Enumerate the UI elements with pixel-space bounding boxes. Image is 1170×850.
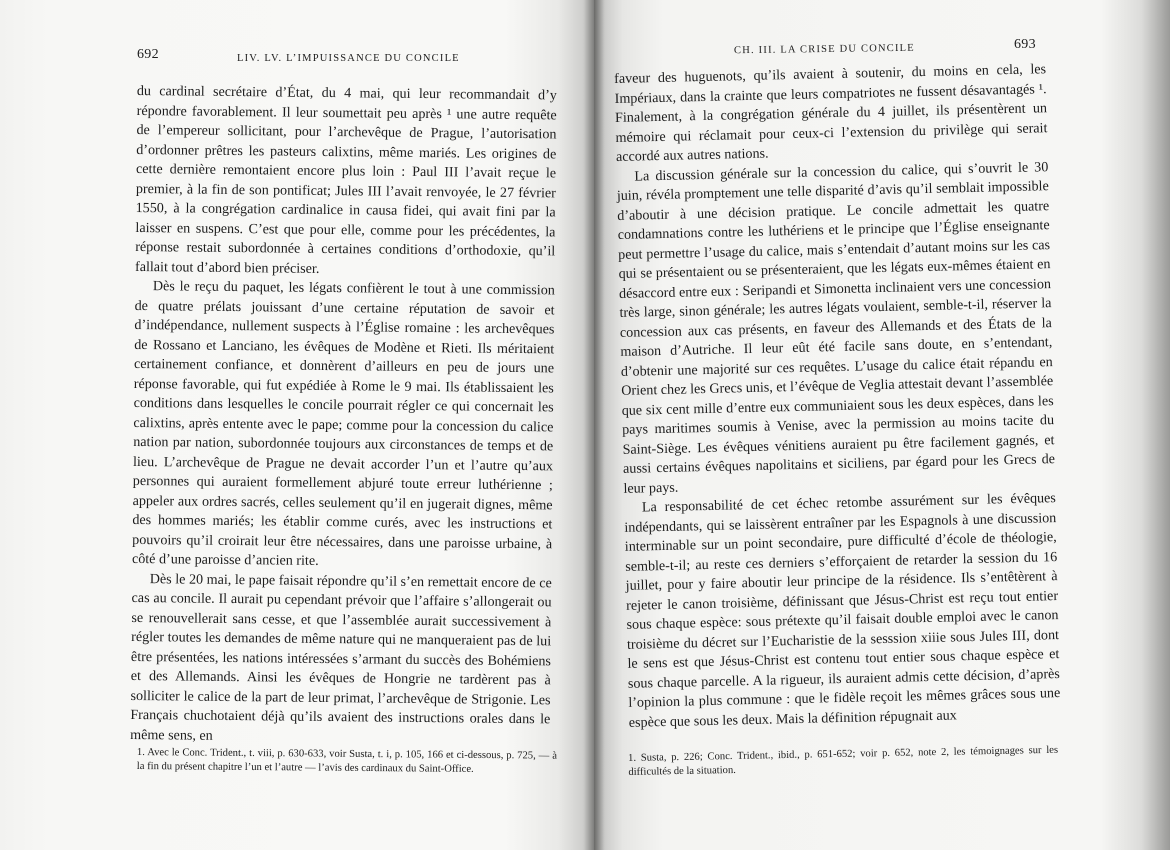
paragraph: faveur des huguenots, qu’ils avaient à soutenir, du moins en cela, les Impériaux, dans la crainte que leurs compatriotes ne fussent désavantagés ¹. Finalement, à la congrégation générale du 4 juillet, ils présentèrent un mémoire qui réclamait pour ceux-ci l’extension du privilège qui serait accordé aux autres nations. bbox=[614, 61, 1048, 165]
paragraph: du cardinal secrétaire d’État, du 4 mai, qui leur recommandait d’y répondre favorablement. Il leur soumettait peu après ¹ une autre requête de l’empereur sollicitant, pour l’archevêque de Prague, l’autorisation d’ordonner prêtres les pasteurs calixtins, même mariés. Les origines de cette dernière remontaient encore plus loin : Paul III l’avait reçue le premier, à la fin de son pontificat; Jules III l’avait renvoyée, le 27 février 1550, à la congrégation cardinalice in causa fidei, qui avait fini par la laisser en suspens. C’est que pour elle, comme pour les précédentes, la réponse restait subordonnée à certaines conditions d’orthodoxie, qu’il fallait tout d’abord bien préciser. bbox=[134, 82, 557, 277]
footnote: 1. Susta, p. 226; Conc. Trident., ibid., p. 651-652; voir p. 652, note 2, les témoignages sur les difficultés de la situation. bbox=[628, 744, 1059, 778]
page-number: 692 bbox=[137, 47, 159, 62]
running-head: CH. III. LA CRISE DU CONCILE bbox=[733, 42, 915, 57]
body-text bbox=[130, 82, 557, 749]
paragraph: Dès le reçu du paquet, les légats confièrent le tout à une commission de quatre prélats jouissant d’une certaine réputation de savoir et d’indépendance, nullement suspects à l’Église romaine : les archevêques de Rossano et Lanciano, les évêques de Modène et Rieti. Ils méritaient certainement confiance, et donnèrent d’ailleurs en peu de jours une réponse favorable, qui fut expédiée à Rome le 9 mai. Ils établissaient les conditions dans lesquelles le concile pourrait régler ce qui concernait les calixtins, après entente avec le pape; comme pour la concession du calice nation par nation, subordonnée toujours aux circonstances de temps et de lieu. L’archevêque de Prague ne devait accorder l’un et l’autre qu’aux personnes qui auraient formellement abjuré toute erreur luthérienne ; appeler aux ordres sacrés, celles seulement qu’il en jugerait dignes, même des hommes mariés; les établir comme curés, avec les instructions et pouvoirs qu’il croirait leur être nécessaires, dans une paroisse urbaine, à côté d’une paroisse d’ancien rite. bbox=[131, 278, 555, 569]
paragraph: La discussion générale sur la concession du calice, qui s’ouvrit le 30 juin, révéla promptement une telle disparité d’avis qu’il semblait impossible d’aboutir à une décision pratique. Le concile admettait les quatre condamnations contre les luthériens et le principe que l’Église enseignante peut permettre l’usage du calice, mais s’entendait d’autant moins sur les cas qui se présentaient ou se présenteraient, que les légats eux-mêmes étaient en désaccord entre eux : Seripandi et Simonetta inclinaient vers une concession très large, sinon générale; les autres légats voulaient, semble-t-il, réserver la concession aux cas présents, en faveur des Allemands et des États de la maison d’Autriche. Il leur eût été facile sans doute, en s’entendant, d’obtenir une majorité sur ces requêtes. L’usage du calice était répandu en Orient chez les Grecs unis, et l’évêque de Veglia attestait devant l’assemblée que six cent mille d’entre eux communiaient sous les deux espèces, dans les pays maritimes soumis à Venise, avec la permission au moins tacite du Saint-Siège. Les évêques vénitiens auraient pu être facilement gagnés, et aussi certains évêques napolitains et siciliens, par égard pour les Grecs de leur pays. bbox=[616, 158, 1056, 497]
footnote: 1. Avec le Conc. Trident., t. viii, p. 630-633, voir Susta, t. i, p. 105, 166 et ci-dessous, p. 725, — à la fin du présent chapitre l’un et l’autre — l’avis des cardinaux du Saint-Office. bbox=[136, 746, 557, 775]
page-number: 693 bbox=[1014, 37, 1036, 52]
body-text bbox=[614, 60, 1061, 733]
running-head: LIV. LV. L’IMPUISSANCE DU CONCILE bbox=[237, 53, 460, 64]
right-page bbox=[594, 0, 1170, 850]
book-gutter bbox=[584, 0, 604, 850]
paragraph: Dès le 20 mai, le pape faisait répondre qu’il s’en remettait encore de ce cas au concile. Il aurait pu cependant prévoir que l’affaire s’allongerait ou se renouvellerait sans cesse, et que l’assemblée aurait successivement à régler toutes les demandes de même nature qui ne manqueraient pas de lui être présentées, les nations intéressées s’armant du succès des Bohémiens et des Allemands. Ainsi les évêques de Hongrie ne tardèrent pas à solliciter le calice de la part de leur primat, l’archevêque de Strigonie. Les Français chuchotaient déjà qu’ils avaient des instructions orales dans le même sens, en bbox=[130, 570, 552, 744]
paragraph: La responsabilité de cet échec retombe assurément sur les évêques indépendants, qui se laissèrent entraîner par les Espagnols à une discussion interminable sur un point secondaire, pure difficulté d’école de théologie, semble-t-il; au reste ces derniers s’efforçaient de retarder la session du 16 juillet, pour y faire aboutir leur principe de la résidence. Ils s’entêtèrent à rejeter le canon troisième, définissant que Jésus-Christ est reçu tout entier sous chaque espèce: sous prétexte qu’il faisait double emploi avec le canon troisième du décret sur l’Eucharistie de la sesssion xiiie sous Jules III, dont le sens est que Jésus-Christ est contenu tout entier sous chaque espèce et sous chaque parcelle. A la rigueur, ils auraient admis cette décision, d’après l’opinion la plus commune : que le fidèle reçoit les mêmes grâces sous une espèce que sous les deux. Mais la définition répugnait aux bbox=[624, 490, 1061, 731]
